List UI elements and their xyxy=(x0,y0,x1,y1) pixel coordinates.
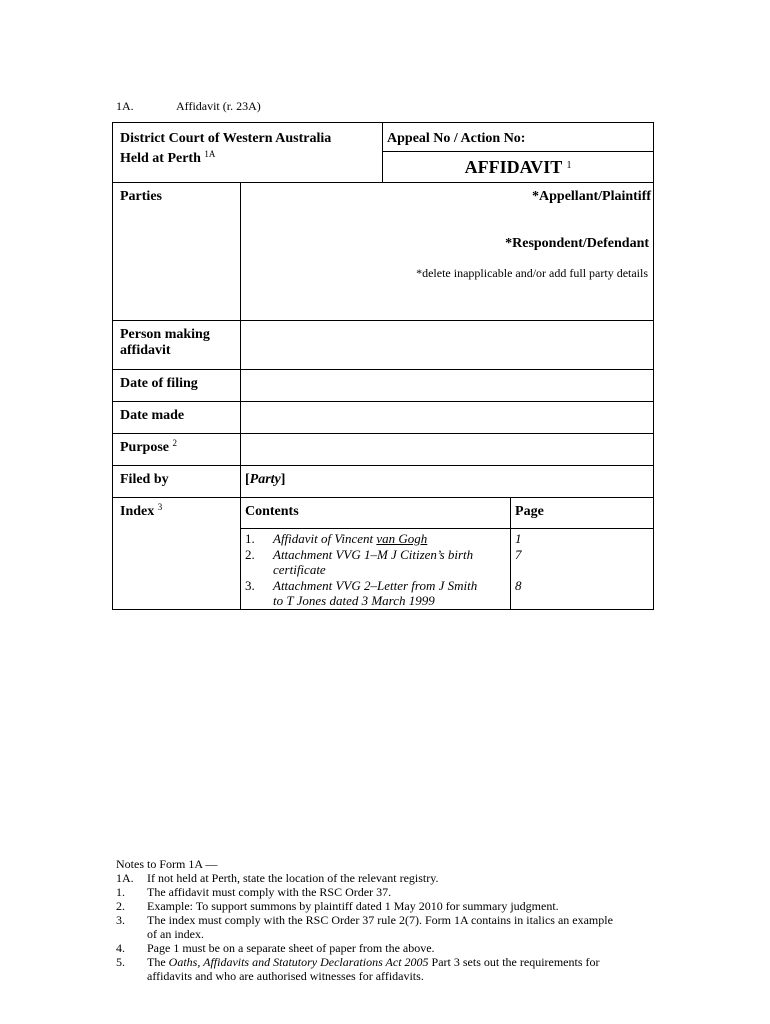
page-list xyxy=(511,529,653,593)
page-list-cell xyxy=(511,529,654,610)
purpose-label-text: Purpose xyxy=(120,440,169,455)
person-making-row xyxy=(113,321,654,370)
note-5-key: 5. xyxy=(116,955,125,969)
index-entry-3-num: 3. xyxy=(245,577,255,593)
note-2 xyxy=(116,899,656,913)
court-row xyxy=(113,123,654,183)
parties-label-cell xyxy=(113,183,241,321)
date-filing-input[interactable] xyxy=(241,370,654,402)
index-label xyxy=(113,498,240,520)
note-3-key: 3. xyxy=(116,913,125,927)
appeal-number-label: Appeal No / Action No: xyxy=(383,123,653,152)
purpose-label xyxy=(113,434,240,456)
person-making-input[interactable] xyxy=(241,321,654,370)
index-entry-1-text-a: Affidavit of Vincent xyxy=(273,531,377,546)
purpose-label-cell xyxy=(113,434,241,466)
index-entry-1-text-b: van Gogh xyxy=(376,531,428,546)
filed-by-value: [Party] xyxy=(245,472,286,487)
index-label-cell xyxy=(113,498,241,610)
date-made-row xyxy=(113,402,654,434)
note-1a xyxy=(116,871,656,885)
form-notes xyxy=(116,857,656,983)
index-entry-3-text-b: to T Jones dated 3 March 1999 xyxy=(273,593,435,608)
index-label-text: Index xyxy=(120,504,155,519)
filed-by-label: Filed by xyxy=(120,472,169,487)
page-header: Page xyxy=(515,504,544,519)
held-at xyxy=(113,147,382,167)
note-4-key: 4. xyxy=(116,941,125,955)
appellant-label: *Appellant/Plaintiff xyxy=(532,189,652,204)
affidavit-form-table xyxy=(112,122,654,610)
index-entry-2-text xyxy=(273,547,473,578)
note-5-act-name: Oaths, Affidavits and Statutory Declarations Act 2005 xyxy=(168,955,429,969)
parties-value-cell[interactable] xyxy=(241,183,654,321)
parties-row xyxy=(113,183,654,321)
index-header-row xyxy=(113,498,654,529)
index-entry-1-text xyxy=(273,531,427,547)
note-1-text: The affidavit must comply with the RSC Order 37. xyxy=(147,885,392,899)
contents-header-cell xyxy=(241,498,511,529)
person-making-label-cell xyxy=(113,321,241,370)
affidavit-footnote: 1 xyxy=(566,160,572,171)
parties-note: *delete inapplicable and/or add full party details xyxy=(416,266,649,280)
note-3 xyxy=(116,913,656,941)
index-entry-3-page: 8 xyxy=(515,577,522,593)
note-4-text: Page 1 must be on a separate sheet of paper from the above. xyxy=(147,941,435,955)
held-at-footnote: 1A xyxy=(204,149,216,159)
date-made-label: Date made xyxy=(120,408,185,423)
note-2-text: Example: To support summons by plaintiff dated 1 May 2010 for summary judgment. xyxy=(147,899,559,913)
note-3-text-line1: The index must comply with the RSC Order 37 rule 2(7). Form 1A contains in italics an example xyxy=(147,913,613,927)
purpose-input[interactable] xyxy=(241,434,654,466)
note-5 xyxy=(116,955,656,983)
held-at-label: Held at Perth xyxy=(120,151,201,166)
page-header-cell xyxy=(511,498,654,529)
index-entry-2-num: 2. xyxy=(245,546,255,562)
respondent-label: *Respondent/Defendant xyxy=(505,236,650,251)
index-entry-2-page-spacer xyxy=(515,562,653,578)
contents-list xyxy=(241,529,510,609)
person-making-label-line1: Person making xyxy=(120,327,210,342)
contents-header: Contents xyxy=(245,504,299,519)
index-entry-2-page: 7 xyxy=(515,546,522,562)
purpose-row xyxy=(113,434,654,466)
affidavit-title: AFFIDAVIT xyxy=(464,157,562,177)
person-making-label-line2: affidavit xyxy=(120,343,171,358)
note-5-text xyxy=(147,955,656,983)
note-5-text-c: Part 3 sets out the requirements for xyxy=(428,955,600,969)
note-1 xyxy=(116,885,656,899)
note-1a-text: If not held at Perth, state the location of the relevant registry. xyxy=(147,871,439,885)
date-made-label-cell xyxy=(113,402,241,434)
purpose-footnote: 2 xyxy=(172,438,177,448)
date-made-input[interactable] xyxy=(241,402,654,434)
index-entry-1-page: 1 xyxy=(515,531,522,546)
parties-label: Parties xyxy=(120,189,162,204)
note-4 xyxy=(116,941,656,955)
date-filing-label: Date of filing xyxy=(120,376,198,391)
index-entry-3 xyxy=(245,578,510,609)
index-footnote: 3 xyxy=(157,502,163,512)
index-entry-1-num: 1. xyxy=(245,531,255,546)
notes-title: Notes to Form 1A — xyxy=(116,857,218,871)
date-filing-label-cell xyxy=(113,370,241,402)
filed-by-label-cell xyxy=(113,466,241,498)
index-entry-2-text-a: Attachment VVG 1–M J Citizen’s birth xyxy=(273,546,474,562)
index-entry-2 xyxy=(245,547,510,578)
appeal-cell xyxy=(383,123,654,183)
note-1-key: 1. xyxy=(116,885,125,899)
note-1a-key: 1A. xyxy=(116,871,134,885)
note-3-text-line2: of an index. xyxy=(147,927,204,941)
index-entry-3-text-a: Attachment VVG 2–Letter from J Smith xyxy=(273,577,478,593)
note-3-text xyxy=(147,913,656,941)
filed-by-input[interactable] xyxy=(241,466,654,498)
court-name: District Court of Western Australia xyxy=(120,131,332,146)
index-entry-3-text xyxy=(273,578,477,609)
index-entry-2-text-b: certificate xyxy=(273,562,326,577)
contents-list-cell xyxy=(241,529,511,610)
person-making-label xyxy=(113,321,240,359)
note-2-key: 2. xyxy=(116,899,125,913)
note-5-text-a: The xyxy=(147,955,169,969)
form-title: Affidavit (r. 23A) xyxy=(176,99,261,113)
note-5-text-line2: affidavits and who are authorised witnesses for affidavits. xyxy=(147,969,424,983)
filed-by-party: Party xyxy=(249,472,281,487)
form-number: 1A. xyxy=(116,99,134,113)
affidavit-heading xyxy=(383,152,653,178)
index-entry-1 xyxy=(245,531,510,547)
court-cell xyxy=(113,123,383,183)
filed-by-row xyxy=(113,466,654,498)
date-filing-row xyxy=(113,370,654,402)
form-heading xyxy=(116,99,261,114)
